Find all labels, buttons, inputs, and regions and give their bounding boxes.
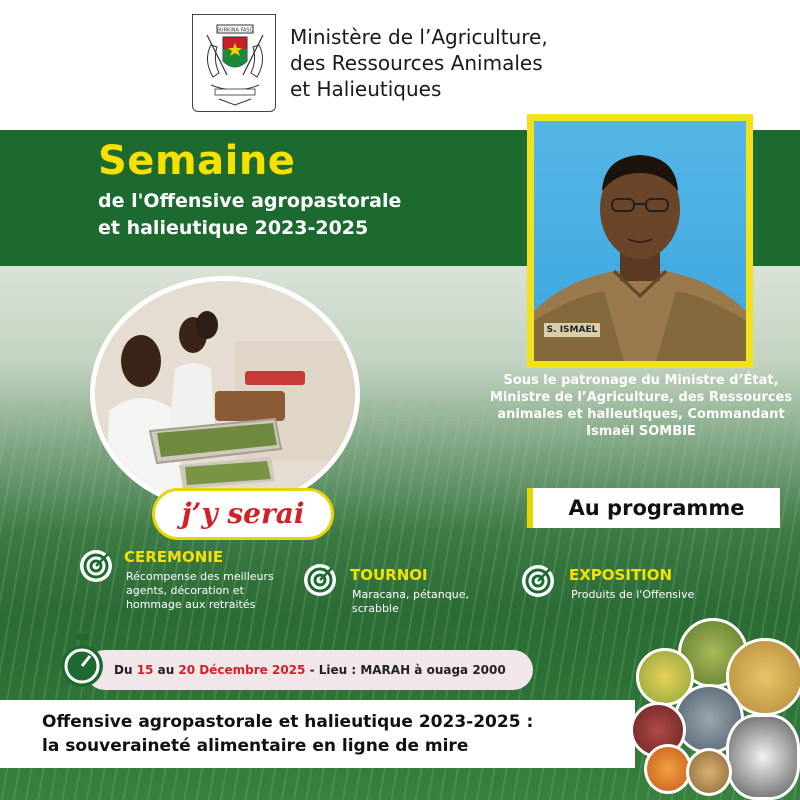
uniform-name-tag: S. ISMAEL [544, 323, 600, 337]
date-prefix: Du [114, 663, 133, 677]
mango-image [644, 744, 692, 794]
programme-item-exposition-desc [571, 588, 694, 602]
programme-item-ceremonie-title: CEREMONIE [124, 548, 224, 566]
jyserai-label: j’y serai [181, 497, 305, 530]
patronage-line-4: Ismaël SOMBIE [586, 424, 696, 439]
patronage-line-1: Sous le patronage du Ministre d’État, [503, 373, 779, 388]
date-end: 20 Décembre 2025 [178, 663, 306, 677]
event-subtitle [98, 188, 478, 242]
slogan-line-1: Offensive agropastorale et halieutique 2023-2025 : [42, 712, 534, 732]
patronage-commandant: Commandant [687, 407, 785, 422]
event-location: - Lieu : MARAH à ouaga 2000 [309, 663, 506, 677]
patronage-line-2: Ministre de l’Agriculture, des Ressources [489, 390, 793, 405]
patronage-text [488, 372, 794, 440]
slogan-text [42, 710, 533, 758]
ministry-title [290, 24, 610, 102]
programme-item-tournoi-title: TOURNOI [350, 566, 428, 584]
ceremonie-desc-line-1: Récompense des meilleurs [126, 570, 274, 583]
date-mid: au [157, 663, 175, 677]
event-subtitle-line-2: et halieutique 2023-2025 [98, 217, 369, 239]
ministry-line-1: Ministère de l’Agriculture, [290, 25, 548, 49]
minister-portrait [534, 121, 746, 361]
date-location-text [114, 650, 506, 690]
tournoi-desc-line-2: scrabble [352, 602, 399, 615]
programme-item-tournoi-desc [352, 588, 469, 616]
programme-item-exposition-title: EXPOSITION [569, 566, 673, 584]
stopwatch-icon [58, 632, 106, 692]
patronage-line-3-text: animales et halieutiques, [497, 407, 683, 422]
poultry-image [726, 714, 800, 800]
food-products-collage [630, 618, 800, 800]
target-icon [78, 548, 114, 584]
coat-of-arms-logo [192, 14, 276, 112]
event-subtitle-line-1: de l'Offensive agropastorale [98, 190, 402, 212]
programme-heading: Au programme [568, 496, 745, 520]
target-icon [302, 562, 338, 598]
programme-heading-box [527, 488, 780, 528]
grains-image [686, 748, 732, 796]
ceremonie-desc-line-2: agents, décoration et [126, 584, 244, 597]
target-icon [520, 563, 556, 599]
date-start: 15 [136, 663, 154, 677]
crest-text: BURKINA FASO [216, 27, 254, 34]
exposition-desc-line-1: Produits de l'Offensive [571, 588, 695, 601]
jyserai-badge [152, 488, 334, 540]
portrait-frame [527, 114, 753, 368]
programme-item-ceremonie-desc [126, 570, 274, 612]
agents-photo [90, 276, 360, 512]
event-title: Semaine [98, 138, 296, 184]
slogan-line-2: la souveraineté alimentaire en ligne de mire [42, 736, 469, 756]
patronage-line-3 [488, 406, 794, 423]
ceremonie-desc-line-3: hommage aux retraités [126, 598, 256, 611]
header [0, 0, 800, 130]
tournoi-desc-line-1: Maracana, pétanque, [352, 588, 469, 601]
ministry-line-3: et Halieutiques [290, 77, 442, 101]
ministry-line-2: des Ressources Animales [290, 51, 543, 75]
slogan-box [0, 700, 635, 768]
date-location-bar [85, 650, 533, 690]
